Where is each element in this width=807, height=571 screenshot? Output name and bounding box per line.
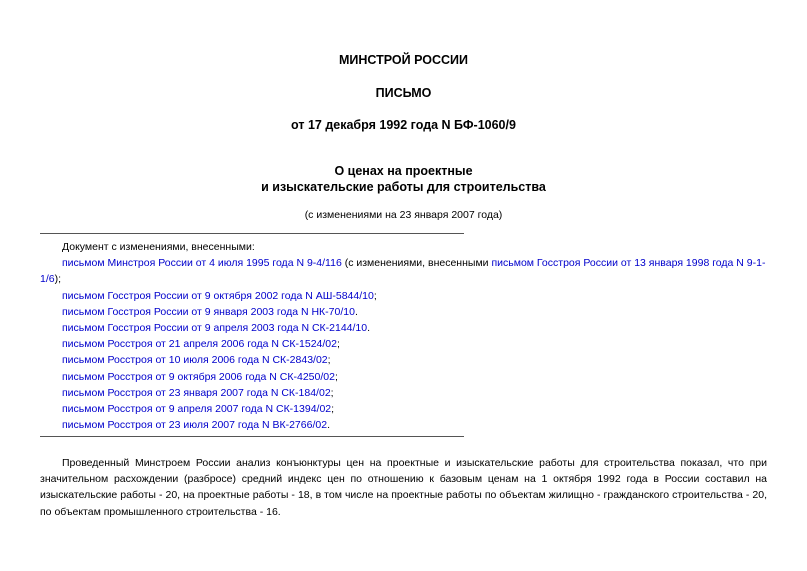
change-middle-text: (с изменениями, внесенными	[341, 257, 492, 270]
change-link[interactable]: письмом Госстроя России от 13 января 1998 года N 9-1-1/6	[40, 257, 766, 286]
change-link[interactable]: письмом Госстроя России от 9 октября 2002 года N АШ-5844/10	[62, 289, 374, 302]
title-line-2: и изыскательские работы для строительства	[261, 180, 546, 194]
change-item	[40, 336, 767, 352]
divider-bottom	[40, 436, 464, 437]
document-title	[0, 163, 807, 195]
document-type: ПИСЬМО	[375, 86, 432, 100]
change-item	[40, 369, 767, 385]
change-item	[40, 352, 767, 368]
change-suffix: .	[327, 419, 330, 432]
changes-intro: Документ с изменениями, внесенными:	[62, 241, 255, 253]
change-link[interactable]: письмом Госстроя России от 9 апреля 2003 года N СК-2144/10	[62, 322, 368, 335]
change-link[interactable]: письмом Минстроя России от 4 июля 1995 года N 9-4/116	[62, 257, 342, 270]
date-number: от 17 декабря 1992 года N БФ-1060/9	[291, 118, 516, 132]
change-item	[40, 288, 767, 304]
change-suffix: ;	[336, 338, 340, 351]
change-item	[40, 417, 767, 433]
change-link[interactable]: письмом Росстроя от 9 октября 2006 года N СК-4250/02	[62, 370, 335, 383]
ministry-heading: МИНСТРОЙ РОССИИ	[338, 53, 469, 67]
title-line-1: О ценах на проектные	[334, 164, 473, 178]
change-link[interactable]: письмом Росстроя от 23 июля 2007 года N ВК-2766/02	[62, 419, 328, 432]
change-suffix: ;	[330, 386, 334, 399]
change-link[interactable]: письмом Росстроя от 9 апреля 2007 года N СК-1394/02	[62, 403, 332, 416]
divider-top	[40, 233, 464, 234]
change-item	[40, 255, 767, 287]
change-item	[40, 304, 767, 320]
body-paragraph: Проведенный Минстроем России анализ конъюнктуры цен на проектные и изыскательские работы для строительства показал, что при значительном расхождении (разбросе) средний индекс цен по отношению к базовым ценам на 1 октября 1992 года в России составил на изыскательские работы - 20, на проектные работы - 18, в том числе на проектные работы по объектам жилищно - гражданского строительства - 20, по объектам промышленного строительства - 16.	[40, 457, 767, 518]
change-link[interactable]: письмом Росстроя от 10 июля 2006 года N СК-2843/02	[62, 354, 328, 367]
change-suffix: .	[354, 305, 358, 318]
change-suffix: ;	[331, 403, 335, 416]
change-link[interactable]: письмом Росстроя от 23 января 2007 года N СК-184/02	[62, 386, 331, 399]
change-item	[40, 385, 767, 401]
changes-list	[40, 239, 767, 433]
change-item	[40, 320, 767, 336]
change-link[interactable]: письмом Госстроя России от 9 января 2003 года N НК-70/10	[62, 305, 355, 318]
change-suffix: ;	[373, 289, 377, 302]
change-suffix: );	[54, 273, 62, 286]
change-suffix: .	[367, 322, 371, 335]
changes-note: (с изменениями на 23 января 2007 года)	[304, 209, 503, 221]
change-item	[40, 401, 767, 417]
change-suffix: ;	[334, 370, 338, 383]
change-link[interactable]: письмом Росстроя от 21 апреля 2006 года N СК-1524/02	[62, 338, 337, 351]
change-suffix: ;	[327, 354, 331, 367]
